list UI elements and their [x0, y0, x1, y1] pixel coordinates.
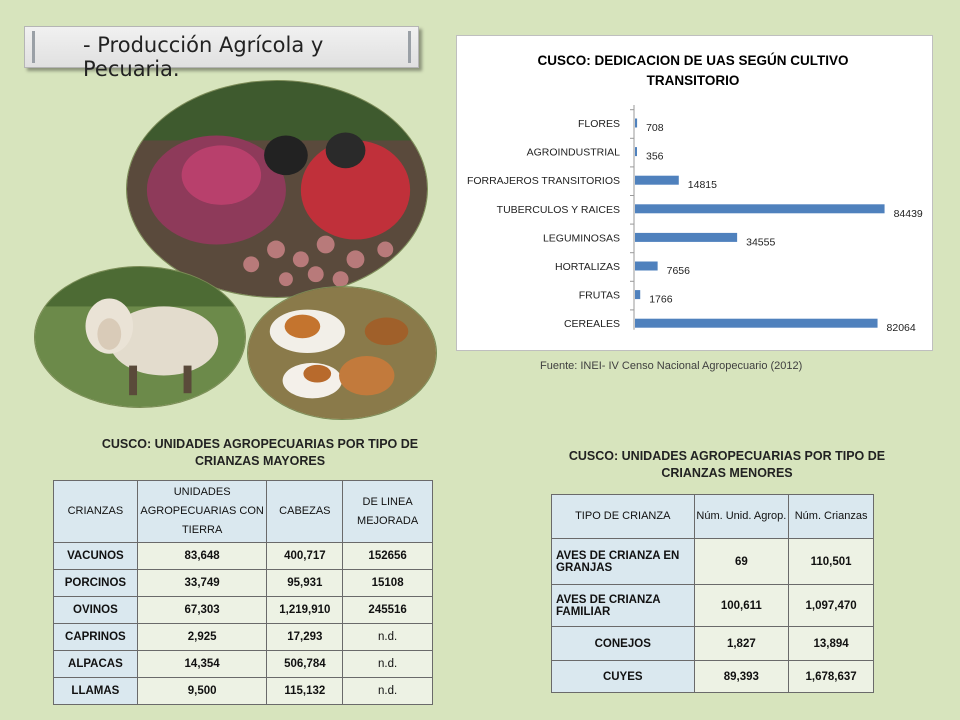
header-cabezas: CABEZAS	[267, 481, 343, 543]
bar	[635, 290, 640, 299]
header-linea-mejorada: DE LINEA MEJORADA	[343, 481, 433, 543]
cell-value: 1,097,470	[789, 585, 874, 627]
category-label: FRUTAS	[578, 289, 620, 302]
table-row	[54, 624, 433, 651]
header-num-unid: Núm. Unid. Agrop.	[694, 495, 789, 539]
slide-title-box	[24, 26, 419, 81]
guinea-pigs-photo	[247, 286, 437, 420]
category-label: AGROINDUSTRIAL	[526, 146, 620, 159]
row-label: LLAMAS	[54, 678, 138, 705]
cell-value: 14,354	[137, 651, 267, 678]
table-row	[552, 661, 874, 693]
cell-value: 2,925	[137, 624, 267, 651]
cell-value: n.d.	[343, 624, 433, 651]
header-tipo-crianza: TIPO DE CRIANZA	[552, 495, 695, 539]
data-label: 14815	[687, 179, 717, 192]
table-menores-caption-line2: CRIANZAS MENORES	[661, 466, 793, 480]
row-label: CUYES	[552, 661, 695, 693]
table-row	[54, 678, 433, 705]
table-row	[54, 543, 433, 570]
cell-value: 1,678,637	[789, 661, 874, 693]
table-menores-caption-line1: CUSCO: UNIDADES AGROPECUARIAS POR TIPO DE	[568, 449, 886, 463]
farmers-harvest-photo	[126, 80, 428, 298]
table-row	[54, 651, 433, 678]
bar	[635, 147, 637, 156]
category-label: LEGUMINOSAS	[542, 232, 620, 245]
row-label: VACUNOS	[54, 543, 138, 570]
category-label: FORRAJEROS TRANSITORIOS	[466, 175, 620, 188]
category-label: FLORES	[577, 118, 620, 130]
data-label: 356	[646, 150, 664, 163]
bar	[635, 119, 637, 128]
cell-value: 13,894	[789, 627, 874, 661]
table-mayores-caption	[70, 436, 450, 470]
cell-value: 69	[694, 539, 789, 585]
chart-title-line1: CUSCO: DEDICACION DE UAS SEGÚN CULTIVO	[537, 53, 849, 68]
cell-value: 506,784	[267, 651, 343, 678]
category-label: HORTALIZAS	[555, 261, 620, 273]
row-label: AVES DE CRIANZA EN GRANJAS	[552, 539, 695, 585]
sheep-photo	[34, 266, 246, 408]
chart-container	[456, 35, 933, 351]
row-label: PORCINOS	[54, 570, 138, 597]
cell-value: 15108	[343, 570, 433, 597]
table-row	[552, 539, 874, 585]
cell-value: 89,393	[694, 661, 789, 693]
cell-value: 17,293	[267, 624, 343, 651]
table-crianzas-mayores	[53, 480, 433, 705]
cell-value: 152656	[343, 543, 433, 570]
row-label: ALPACAS	[54, 651, 138, 678]
table-row	[54, 570, 433, 597]
table-header-row	[54, 481, 433, 543]
table-row	[552, 627, 874, 661]
slide-title: - Producción Agrícola y Pecuaria.	[83, 33, 324, 81]
bar	[635, 176, 679, 185]
cell-value: 1,219,910	[267, 597, 343, 624]
cell-value: n.d.	[343, 678, 433, 705]
cell-value: 95,931	[267, 570, 343, 597]
data-label: 708	[646, 122, 664, 134]
cell-value: 9,500	[137, 678, 267, 705]
header-crianzas: CRIANZAS	[54, 481, 138, 543]
table-mayores-caption-line2: CRIANZAS MAYORES	[194, 454, 326, 468]
data-label: 1766	[649, 293, 673, 306]
cell-value: 100,611	[694, 585, 789, 627]
bar	[635, 233, 737, 242]
source-note: Fuente: INEI- IV Censo Nacional Agropecuario (2012)	[540, 360, 803, 372]
bar	[635, 204, 885, 213]
category-label: TUBERCULOS Y RAICES	[496, 203, 620, 216]
table-menores-caption	[540, 448, 914, 482]
chart-title-line2: TRANSITORIO	[646, 73, 740, 88]
row-label: CAPRINOS	[54, 624, 138, 651]
data-label: 82064	[886, 322, 916, 335]
category-label: CEREALES	[563, 318, 620, 331]
bar-chart	[457, 36, 934, 352]
table-row	[552, 585, 874, 627]
table-header-row	[552, 495, 874, 539]
header-num-crianzas: Núm. Crianzas	[789, 495, 874, 539]
data-label: 84439	[893, 207, 923, 220]
row-label: AVES DE CRIANZA FAMILIAR	[552, 585, 695, 627]
table-mayores-caption-line1: CUSCO: UNIDADES AGROPECUARIAS POR TIPO DE	[101, 437, 419, 451]
cell-value: 110,501	[789, 539, 874, 585]
cell-value: n.d.	[343, 651, 433, 678]
bar	[635, 262, 658, 271]
row-label: CONEJOS	[552, 627, 695, 661]
bar	[635, 319, 878, 328]
cell-value: 115,132	[267, 678, 343, 705]
cell-value: 67,303	[137, 597, 267, 624]
table-row	[54, 597, 433, 624]
header-unidades: UNIDADES AGROPECUARIAS CON TIERRA	[137, 481, 267, 543]
table-crianzas-menores	[551, 494, 874, 693]
cell-value: 245516	[343, 597, 433, 624]
cell-value: 1,827	[694, 627, 789, 661]
data-label: 7656	[666, 265, 690, 277]
data-label: 34555	[746, 236, 776, 249]
row-label: OVINOS	[54, 597, 138, 624]
cell-value: 33,749	[137, 570, 267, 597]
cell-value: 83,648	[137, 543, 267, 570]
cell-value: 400,717	[267, 543, 343, 570]
